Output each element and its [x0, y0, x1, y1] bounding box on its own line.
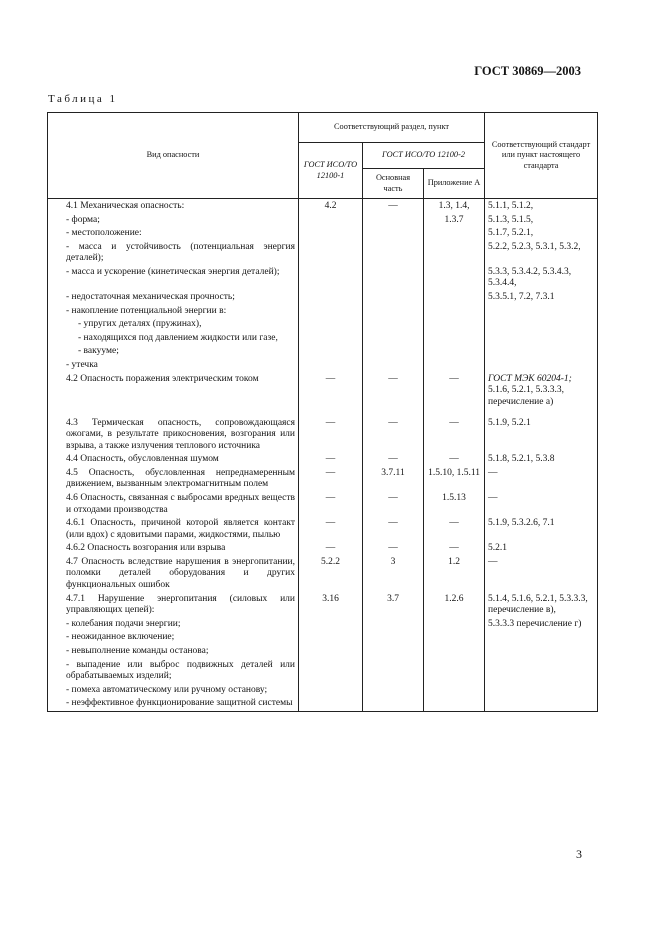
gost1-cell: — — [299, 417, 363, 454]
main-part-cell: 3.7.11 — [363, 467, 424, 492]
appendix-cell: 1.5.10, 1.5.11 — [424, 467, 485, 492]
gost1-cell: 4.2 — [299, 199, 363, 214]
appendix-cell — [424, 241, 485, 266]
main-part-cell — [363, 214, 424, 228]
appendix-cell: 1.2.6 — [424, 593, 485, 618]
appendix-cell — [424, 266, 485, 291]
standard-cell — [485, 373, 598, 417]
col-header-gost-12100-1: ГОСТ ИСО/ТО 12100-1 — [299, 143, 363, 199]
standard-cell: 5.2.2, 5.2.3, 5.3.1, 5.3.2, — [485, 241, 598, 266]
gost1-cell — [299, 214, 363, 228]
col-header-appendix-a: Приложение А — [424, 169, 485, 199]
main-part-cell — [363, 659, 424, 684]
standard-cell: — — [485, 467, 598, 492]
appendix-cell: 1.3, 1.4, — [424, 199, 485, 214]
standard-cell — [485, 359, 598, 373]
appendix-cell: — — [424, 373, 485, 417]
gost1-cell — [299, 345, 363, 359]
main-part-cell: — — [363, 517, 424, 542]
gost1-cell — [299, 266, 363, 291]
appendix-cell: 1.3.7 — [424, 214, 485, 228]
col-header-gost-12100-2: ГОСТ ИСО/ТО 12100-2 — [363, 143, 485, 169]
gost1-cell — [299, 697, 363, 711]
main-part-cell — [363, 645, 424, 659]
main-part-cell — [363, 359, 424, 373]
standard-cell — [485, 697, 598, 711]
standard-cell — [485, 305, 598, 319]
standard-cell: 5.1.4, 5.1.6, 5.2.1, 5.3.3.3, перечисление в), — [485, 593, 598, 618]
standard-cell: 5.1.9, 5.3.2.6, 7.1 — [485, 517, 598, 542]
main-part-cell: — — [363, 199, 424, 214]
main-part-cell — [363, 227, 424, 241]
hazard-cell: - колебания подачи энергии; — [48, 618, 299, 632]
gost1-cell — [299, 332, 363, 346]
standard-ref-italic: ГОСТ МЭК 60204-1; — [488, 373, 572, 384]
main-part-cell: 3 — [363, 556, 424, 593]
main-part-cell: — — [363, 417, 424, 454]
gost1-cell — [299, 631, 363, 645]
main-part-cell — [363, 618, 424, 632]
gost1-cell — [299, 291, 363, 305]
hazard-cell: 4.7 Опасность вследствие нарушения в энергопитании, поломки деталей оборудования и других функциональных ошибок — [48, 556, 299, 593]
gost1-cell: — — [299, 492, 363, 517]
gost1-cell — [299, 659, 363, 684]
appendix-cell: 1.5.13 — [424, 492, 485, 517]
hazard-cell: - местоположение: — [48, 227, 299, 241]
standard-cell — [485, 645, 598, 659]
main-part-cell: 3.7 — [363, 593, 424, 618]
appendix-cell — [424, 359, 485, 373]
main-part-cell — [363, 345, 424, 359]
hazard-cell: - упругих деталях (пружинах), — [48, 318, 299, 332]
hazard-cell: - недостаточная механическая прочность; — [48, 291, 299, 305]
gost1-cell: — — [299, 467, 363, 492]
main-part-cell — [363, 697, 424, 711]
table-caption: Таблица 1 — [48, 93, 118, 105]
gost1-cell — [299, 241, 363, 266]
gost1-cell: — — [299, 453, 363, 467]
main-part-cell — [363, 631, 424, 645]
hazard-cell: 4.5 Опасность, обусловленная непреднамеренным движением, вызванным электромагнитным полем — [48, 467, 299, 492]
col-header-section-group: Соответствующий раздел, пункт — [299, 113, 485, 143]
hazard-cell: 4.1 Механическая опасность: — [48, 199, 299, 214]
hazard-cell: - утечка — [48, 359, 299, 373]
hazard-cell: 4.6.2 Опасность возгорания или взрыва — [48, 542, 299, 556]
main-part-cell — [363, 332, 424, 346]
standard-cell: 5.1.1, 5.1.2, — [485, 199, 598, 214]
col-header-main-part: Основная часть — [363, 169, 424, 199]
main-part-cell — [363, 266, 424, 291]
appendix-cell: — — [424, 542, 485, 556]
gost1-cell — [299, 618, 363, 632]
appendix-cell — [424, 631, 485, 645]
appendix-cell — [424, 332, 485, 346]
hazard-cell: - масса и устойчивость (потенциальная энергия деталей); — [48, 241, 299, 266]
appendix-cell — [424, 645, 485, 659]
standard-cell: — — [485, 492, 598, 517]
standard-cell: 5.2.1 — [485, 542, 598, 556]
gost1-cell — [299, 359, 363, 373]
gost1-cell: — — [299, 517, 363, 542]
main-part-cell: — — [363, 492, 424, 517]
hazard-cell: 4.6 Опасность, связанная с выбросами вредных веществ и отходами производства — [48, 492, 299, 517]
appendix-cell — [424, 345, 485, 359]
hazard-cell: - выпадение или выброс подвижных деталей или обрабатываемых изделий; — [48, 659, 299, 684]
col-header-standard: Соответствующий стандарт или пункт настоящего стандарта — [485, 113, 598, 199]
standard-cell — [485, 684, 598, 698]
gost1-cell — [299, 318, 363, 332]
hazard-cell: - невыполнение команды останова; — [48, 645, 299, 659]
main-part-cell — [363, 291, 424, 305]
gost1-cell: 3.16 — [299, 593, 363, 618]
gost1-cell — [299, 305, 363, 319]
standard-cell: 5.1.9, 5.2.1 — [485, 417, 598, 454]
gost1-cell: — — [299, 373, 363, 417]
appendix-cell: — — [424, 517, 485, 542]
appendix-cell — [424, 305, 485, 319]
appendix-cell — [424, 618, 485, 632]
standard-cell: 5.1.7, 5.2.1, — [485, 227, 598, 241]
main-part-cell — [363, 241, 424, 266]
appendix-cell — [424, 684, 485, 698]
standard-cell — [485, 332, 598, 346]
standard-cell — [485, 318, 598, 332]
gost1-cell: 5.2.2 — [299, 556, 363, 593]
main-part-cell: — — [363, 542, 424, 556]
hazard-cell: - неэффективное функционирование защитной системы — [48, 697, 299, 711]
hazard-cell: - вакууме; — [48, 345, 299, 359]
hazard-cell: 4.6.1 Опасность, причиной которой является контакт (или вдох) с ядовитыми парами, жидкостями, пылью — [48, 517, 299, 542]
gost1-cell: — — [299, 542, 363, 556]
standard-cell — [485, 659, 598, 684]
document-code: ГОСТ 30869—2003 — [474, 64, 581, 78]
hazard-cell: - находящихся под давлением жидкости или газе, — [48, 332, 299, 346]
main-part-cell: — — [363, 453, 424, 467]
hazard-cell: 4.2 Опасность поражения электрическим током — [48, 373, 299, 417]
standard-cell: 5.3.5.1, 7.2, 7.3.1 — [485, 291, 598, 305]
hazard-cell: 4.4 Опасность, обусловленная шумом — [48, 453, 299, 467]
standard-cell: 5.1.8, 5.2.1, 5.3.8 — [485, 453, 598, 467]
standard-cell — [485, 631, 598, 645]
hazard-cell: - накопление потенциальной энергии в: — [48, 305, 299, 319]
hazard-cell: 4.7.1 Нарушение энергопитания (силовых или управляющих цепей): — [48, 593, 299, 618]
appendix-cell: — — [424, 417, 485, 454]
appendix-cell — [424, 697, 485, 711]
hazard-cell: - помеха автоматическому или ручному останову; — [48, 684, 299, 698]
main-part-cell: — — [363, 373, 424, 417]
hazard-cell: - неожиданное включение; — [48, 631, 299, 645]
hazard-cell: - форма; — [48, 214, 299, 228]
appendix-cell: — — [424, 453, 485, 467]
hazard-cell: 4.3 Термическая опасность, сопровождающаяся ожогами, в результате прикосновения, возгорания или взрыва, а также излучения теплового источника — [48, 417, 299, 454]
standard-cell — [485, 345, 598, 359]
gost1-cell — [299, 645, 363, 659]
page-number: 3 — [576, 847, 582, 861]
hazard-cell: - масса и ускорение (кинетическая энергия деталей); — [48, 266, 299, 291]
appendix-cell — [424, 227, 485, 241]
main-part-cell — [363, 318, 424, 332]
standard-cell: 5.3.3, 5.3.4.2, 5.3.4.3, 5.3.4.4, — [485, 266, 598, 291]
appendix-cell: 1.2 — [424, 556, 485, 593]
appendix-cell — [424, 659, 485, 684]
main-part-cell — [363, 684, 424, 698]
standard-cell: — — [485, 556, 598, 593]
hazards-table — [47, 112, 598, 712]
col-header-hazard: Вид опасности — [48, 113, 299, 199]
standard-cell: 5.3.3.3 перечисление г) — [485, 618, 598, 632]
standard-ref: 5.1.6, 5.2.1, 5.3.3.3, перечисление а) — [488, 385, 565, 407]
appendix-cell — [424, 291, 485, 305]
main-part-cell — [363, 305, 424, 319]
gost1-cell — [299, 227, 363, 241]
gost1-cell — [299, 684, 363, 698]
appendix-cell — [424, 318, 485, 332]
standard-cell: 5.1.3, 5.1.5, — [485, 214, 598, 228]
